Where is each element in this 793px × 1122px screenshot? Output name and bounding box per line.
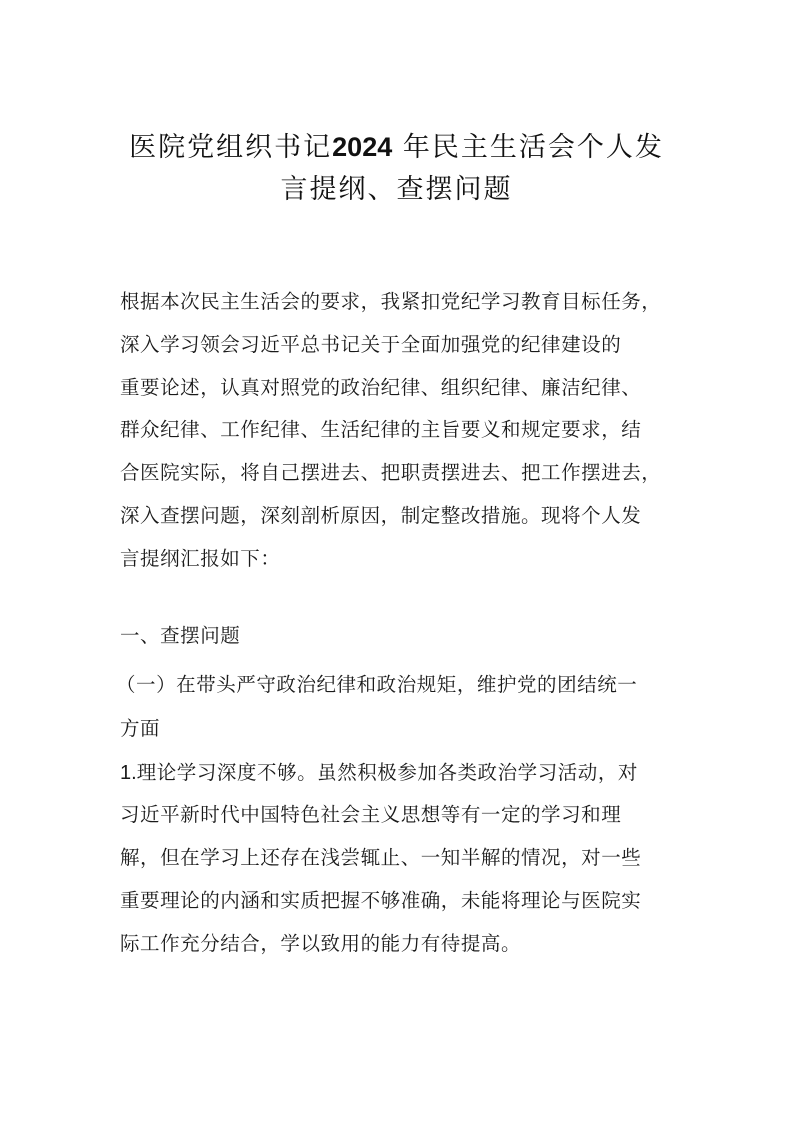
document-title-line-2: 言提纲、查摆问题 <box>280 174 513 205</box>
intro-line: 言提纲汇报如下： <box>120 547 281 570</box>
item-text: 理论学习深度不够。虽然积极参加各类政治学习活动，对 <box>136 761 638 784</box>
title-year: 2024 <box>332 132 393 162</box>
intro-line: 深入学习领会习近平总书记关于全面加强党的纪律建设的 <box>120 333 622 356</box>
intro-line: 深入查摆问题，深刻剖析原因，制定整改措施。现将个人发 <box>120 504 642 527</box>
item-1-line: 解，但在学习上还存在浅尝辄止、一知半解的情况，对一些 <box>120 846 642 869</box>
intro-line: 合医院实际，将自己摆进去、把职责摆进去、把工作摆进去， <box>120 461 662 484</box>
intro-line: 群众纪律、工作纪律、生活纪律的主旨要义和规定要求，结 <box>120 418 642 441</box>
title-suffix: 年民主生活会个人发 <box>402 132 664 163</box>
item-1-line: 习近平新时代中国特色社会主义思想等有一定的学习和理 <box>120 803 622 826</box>
section-heading: 一、查摆问题 <box>120 624 241 647</box>
intro-line: 根据本次民主生活会的要求，我紧扣党纪学习教育目标任务， <box>120 290 662 313</box>
title-prefix: 医院党组织书记 <box>129 132 333 163</box>
item-1-line <box>120 760 680 786</box>
item-1-line: 际工作充分结合，学以致用的能力有待提高。 <box>120 932 522 955</box>
item-number: 1. <box>120 762 137 784</box>
item-1-line: 重要理论的内涵和实质把握不够准确，未能将理论与医院实 <box>120 889 642 912</box>
intro-line: 重要论述，认真对照党的政治纪律、组织纪律、廉洁纪律、 <box>120 376 642 399</box>
document-title-line-1 <box>0 130 793 165</box>
subsection-heading-line: 方面 <box>120 717 161 740</box>
subsection-heading-line: （一）在带头严守政治纪律和政治规矩，维护党的团结统一 <box>116 673 638 696</box>
